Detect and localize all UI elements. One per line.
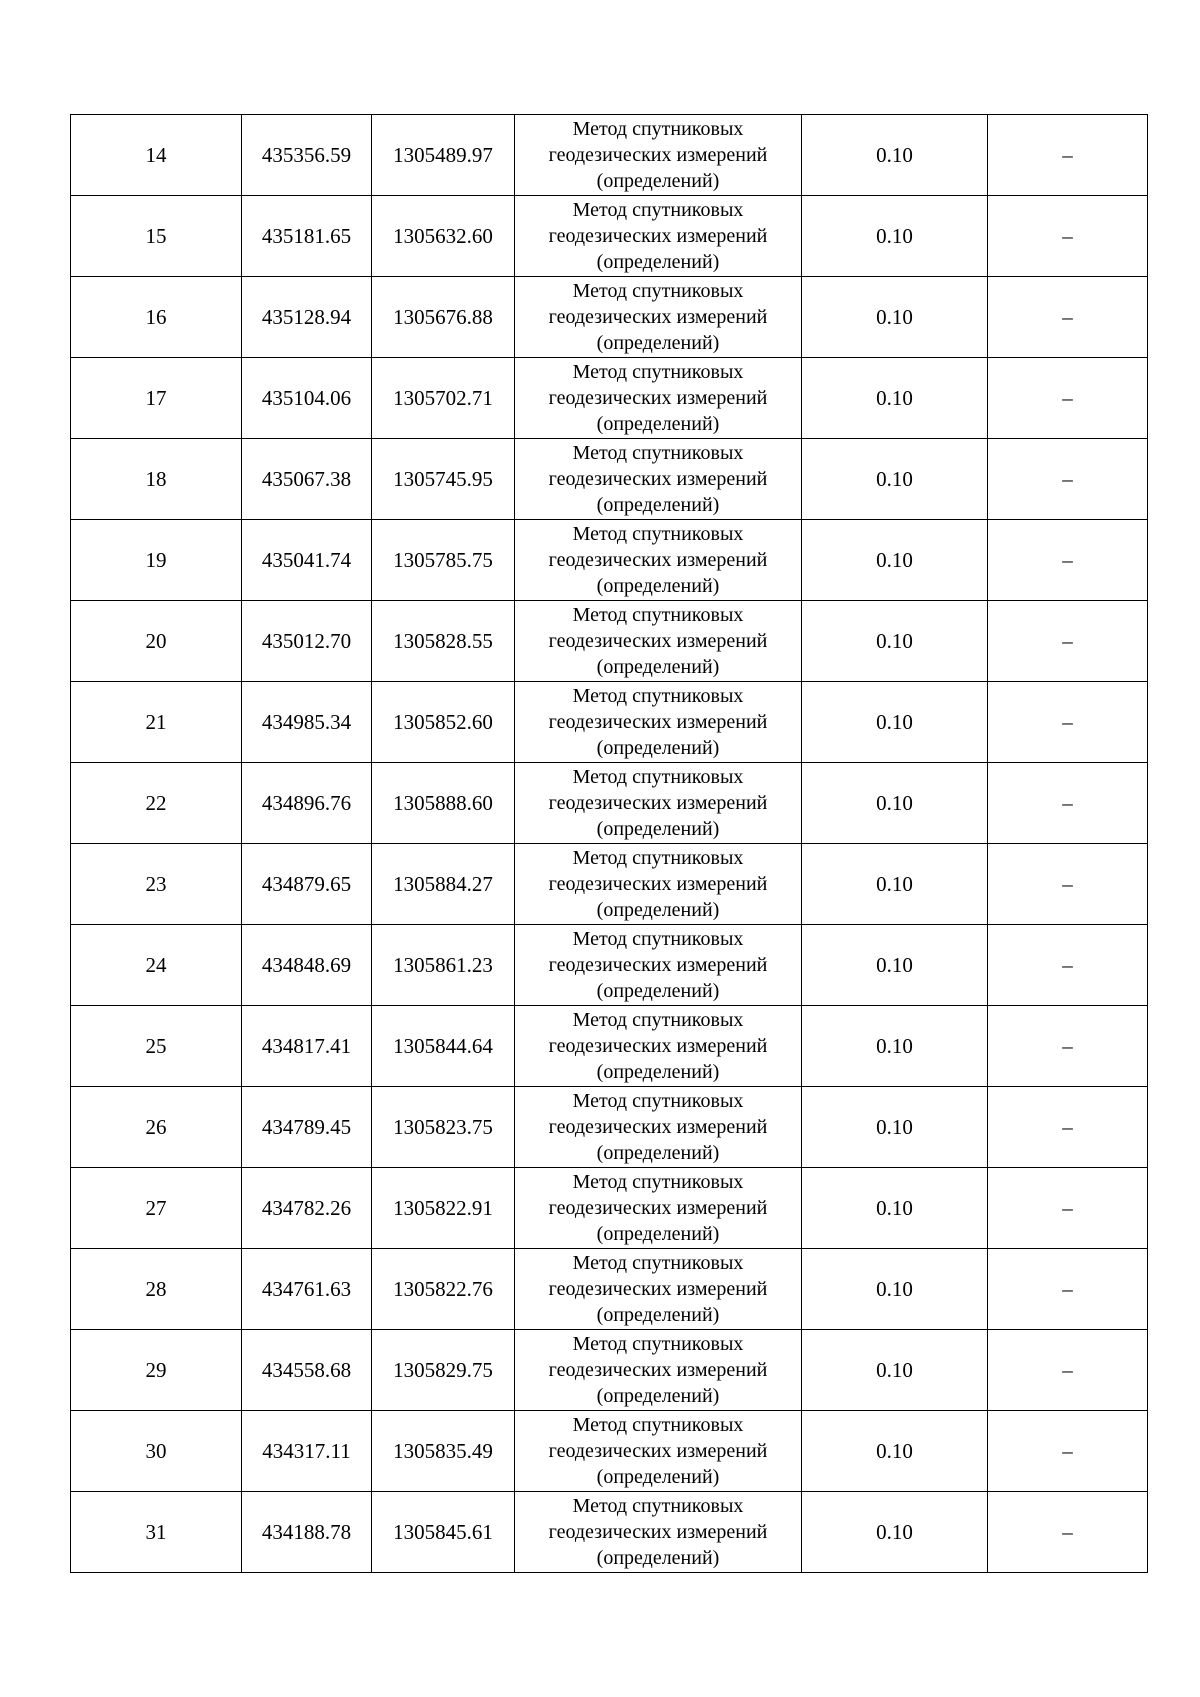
note-cell: – [988, 1006, 1148, 1087]
x-coordinate-cell: 434789.45 [242, 1087, 372, 1168]
accuracy-cell: 0.10 [802, 763, 988, 844]
accuracy-cell: 0.10 [802, 277, 988, 358]
point-number-cell: 18 [71, 439, 242, 520]
x-coordinate-cell: 435041.74 [242, 520, 372, 601]
x-coordinate-cell: 434317.11 [242, 1411, 372, 1492]
accuracy-cell: 0.10 [802, 925, 988, 1006]
method-cell: Метод спутниковых геодезических измерений (определений) [515, 1168, 802, 1249]
method-cell: Метод спутниковых геодезических измерений (определений) [515, 1330, 802, 1411]
accuracy-cell: 0.10 [802, 1006, 988, 1087]
table-row [71, 358, 1148, 439]
table-row [71, 520, 1148, 601]
point-number-cell: 25 [71, 1006, 242, 1087]
method-cell: Метод спутниковых геодезических измерений (определений) [515, 115, 802, 196]
point-number-cell: 20 [71, 601, 242, 682]
accuracy-cell: 0.10 [802, 1249, 988, 1330]
method-cell: Метод спутниковых геодезических измерений (определений) [515, 844, 802, 925]
table-row [71, 1492, 1148, 1573]
y-coordinate-cell: 1305785.75 [372, 520, 515, 601]
table-row [71, 1006, 1148, 1087]
note-cell: – [988, 1330, 1148, 1411]
note-cell: – [988, 1168, 1148, 1249]
note-cell: – [988, 196, 1148, 277]
point-number-cell: 24 [71, 925, 242, 1006]
point-number-cell: 28 [71, 1249, 242, 1330]
accuracy-cell: 0.10 [802, 1330, 988, 1411]
y-coordinate-cell: 1305822.76 [372, 1249, 515, 1330]
accuracy-cell: 0.10 [802, 1168, 988, 1249]
point-number-cell: 26 [71, 1087, 242, 1168]
note-cell: – [988, 1411, 1148, 1492]
note-cell: – [988, 925, 1148, 1006]
table-row [71, 439, 1148, 520]
note-cell: – [988, 763, 1148, 844]
coordinates-table [70, 114, 1148, 1573]
x-coordinate-cell: 434848.69 [242, 925, 372, 1006]
note-cell: – [988, 601, 1148, 682]
point-number-cell: 31 [71, 1492, 242, 1573]
note-cell: – [988, 844, 1148, 925]
y-coordinate-cell: 1305632.60 [372, 196, 515, 277]
method-cell: Метод спутниковых геодезических измерений (определений) [515, 1411, 802, 1492]
y-coordinate-cell: 1305835.49 [372, 1411, 515, 1492]
y-coordinate-cell: 1305489.97 [372, 115, 515, 196]
y-coordinate-cell: 1305702.71 [372, 358, 515, 439]
x-coordinate-cell: 434879.65 [242, 844, 372, 925]
method-cell: Метод спутниковых геодезических измерений (определений) [515, 277, 802, 358]
x-coordinate-cell: 434985.34 [242, 682, 372, 763]
accuracy-cell: 0.10 [802, 682, 988, 763]
method-cell: Метод спутниковых геодезических измерений (определений) [515, 1492, 802, 1573]
method-cell: Метод спутниковых геодезических измерений (определений) [515, 601, 802, 682]
point-number-cell: 15 [71, 196, 242, 277]
accuracy-cell: 0.10 [802, 358, 988, 439]
point-number-cell: 17 [71, 358, 242, 439]
accuracy-cell: 0.10 [802, 520, 988, 601]
x-coordinate-cell: 435012.70 [242, 601, 372, 682]
x-coordinate-cell: 435104.06 [242, 358, 372, 439]
y-coordinate-cell: 1305861.23 [372, 925, 515, 1006]
method-cell: Метод спутниковых геодезических измерений (определений) [515, 358, 802, 439]
method-cell: Метод спутниковых геодезических измерений (определений) [515, 520, 802, 601]
y-coordinate-cell: 1305852.60 [372, 682, 515, 763]
accuracy-cell: 0.10 [802, 844, 988, 925]
point-number-cell: 22 [71, 763, 242, 844]
table-row [71, 196, 1148, 277]
method-cell: Метод спутниковых геодезических измерений (определений) [515, 439, 802, 520]
table-row [71, 682, 1148, 763]
y-coordinate-cell: 1305844.64 [372, 1006, 515, 1087]
note-cell: – [988, 1087, 1148, 1168]
x-coordinate-cell: 435128.94 [242, 277, 372, 358]
x-coordinate-cell: 434761.63 [242, 1249, 372, 1330]
table-row [71, 1087, 1148, 1168]
x-coordinate-cell: 434817.41 [242, 1006, 372, 1087]
accuracy-cell: 0.10 [802, 1411, 988, 1492]
x-coordinate-cell: 434188.78 [242, 1492, 372, 1573]
y-coordinate-cell: 1305828.55 [372, 601, 515, 682]
x-coordinate-cell: 435181.65 [242, 196, 372, 277]
method-cell: Метод спутниковых геодезических измерений (определений) [515, 196, 802, 277]
point-number-cell: 14 [71, 115, 242, 196]
note-cell: – [988, 520, 1148, 601]
point-number-cell: 16 [71, 277, 242, 358]
y-coordinate-cell: 1305884.27 [372, 844, 515, 925]
y-coordinate-cell: 1305745.95 [372, 439, 515, 520]
table-row [71, 115, 1148, 196]
point-number-cell: 27 [71, 1168, 242, 1249]
table-row [71, 1330, 1148, 1411]
table-row [71, 844, 1148, 925]
note-cell: – [988, 115, 1148, 196]
method-cell: Метод спутниковых геодезических измерений (определений) [515, 682, 802, 763]
y-coordinate-cell: 1305829.75 [372, 1330, 515, 1411]
table-row [71, 1168, 1148, 1249]
method-cell: Метод спутниковых геодезических измерений (определений) [515, 763, 802, 844]
y-coordinate-cell: 1305845.61 [372, 1492, 515, 1573]
x-coordinate-cell: 434558.68 [242, 1330, 372, 1411]
table-row [71, 1249, 1148, 1330]
y-coordinate-cell: 1305822.91 [372, 1168, 515, 1249]
point-number-cell: 21 [71, 682, 242, 763]
method-cell: Метод спутниковых геодезических измерений (определений) [515, 925, 802, 1006]
accuracy-cell: 0.10 [802, 601, 988, 682]
y-coordinate-cell: 1305676.88 [372, 277, 515, 358]
y-coordinate-cell: 1305823.75 [372, 1087, 515, 1168]
x-coordinate-cell: 434896.76 [242, 763, 372, 844]
note-cell: – [988, 439, 1148, 520]
method-cell: Метод спутниковых геодезических измерений (определений) [515, 1087, 802, 1168]
accuracy-cell: 0.10 [802, 1087, 988, 1168]
table-row [71, 277, 1148, 358]
note-cell: – [988, 682, 1148, 763]
point-number-cell: 29 [71, 1330, 242, 1411]
table-row [71, 763, 1148, 844]
x-coordinate-cell: 435067.38 [242, 439, 372, 520]
note-cell: – [988, 277, 1148, 358]
x-coordinate-cell: 434782.26 [242, 1168, 372, 1249]
note-cell: – [988, 1492, 1148, 1573]
table-body [71, 115, 1148, 1573]
point-number-cell: 30 [71, 1411, 242, 1492]
method-cell: Метод спутниковых геодезических измерений (определений) [515, 1249, 802, 1330]
table-row [71, 601, 1148, 682]
accuracy-cell: 0.10 [802, 1492, 988, 1573]
accuracy-cell: 0.10 [802, 439, 988, 520]
note-cell: – [988, 358, 1148, 439]
point-number-cell: 23 [71, 844, 242, 925]
accuracy-cell: 0.10 [802, 115, 988, 196]
table-row [71, 925, 1148, 1006]
y-coordinate-cell: 1305888.60 [372, 763, 515, 844]
method-cell: Метод спутниковых геодезических измерений (определений) [515, 1006, 802, 1087]
point-number-cell: 19 [71, 520, 242, 601]
table-row [71, 1411, 1148, 1492]
note-cell: – [988, 1249, 1148, 1330]
x-coordinate-cell: 435356.59 [242, 115, 372, 196]
accuracy-cell: 0.10 [802, 196, 988, 277]
